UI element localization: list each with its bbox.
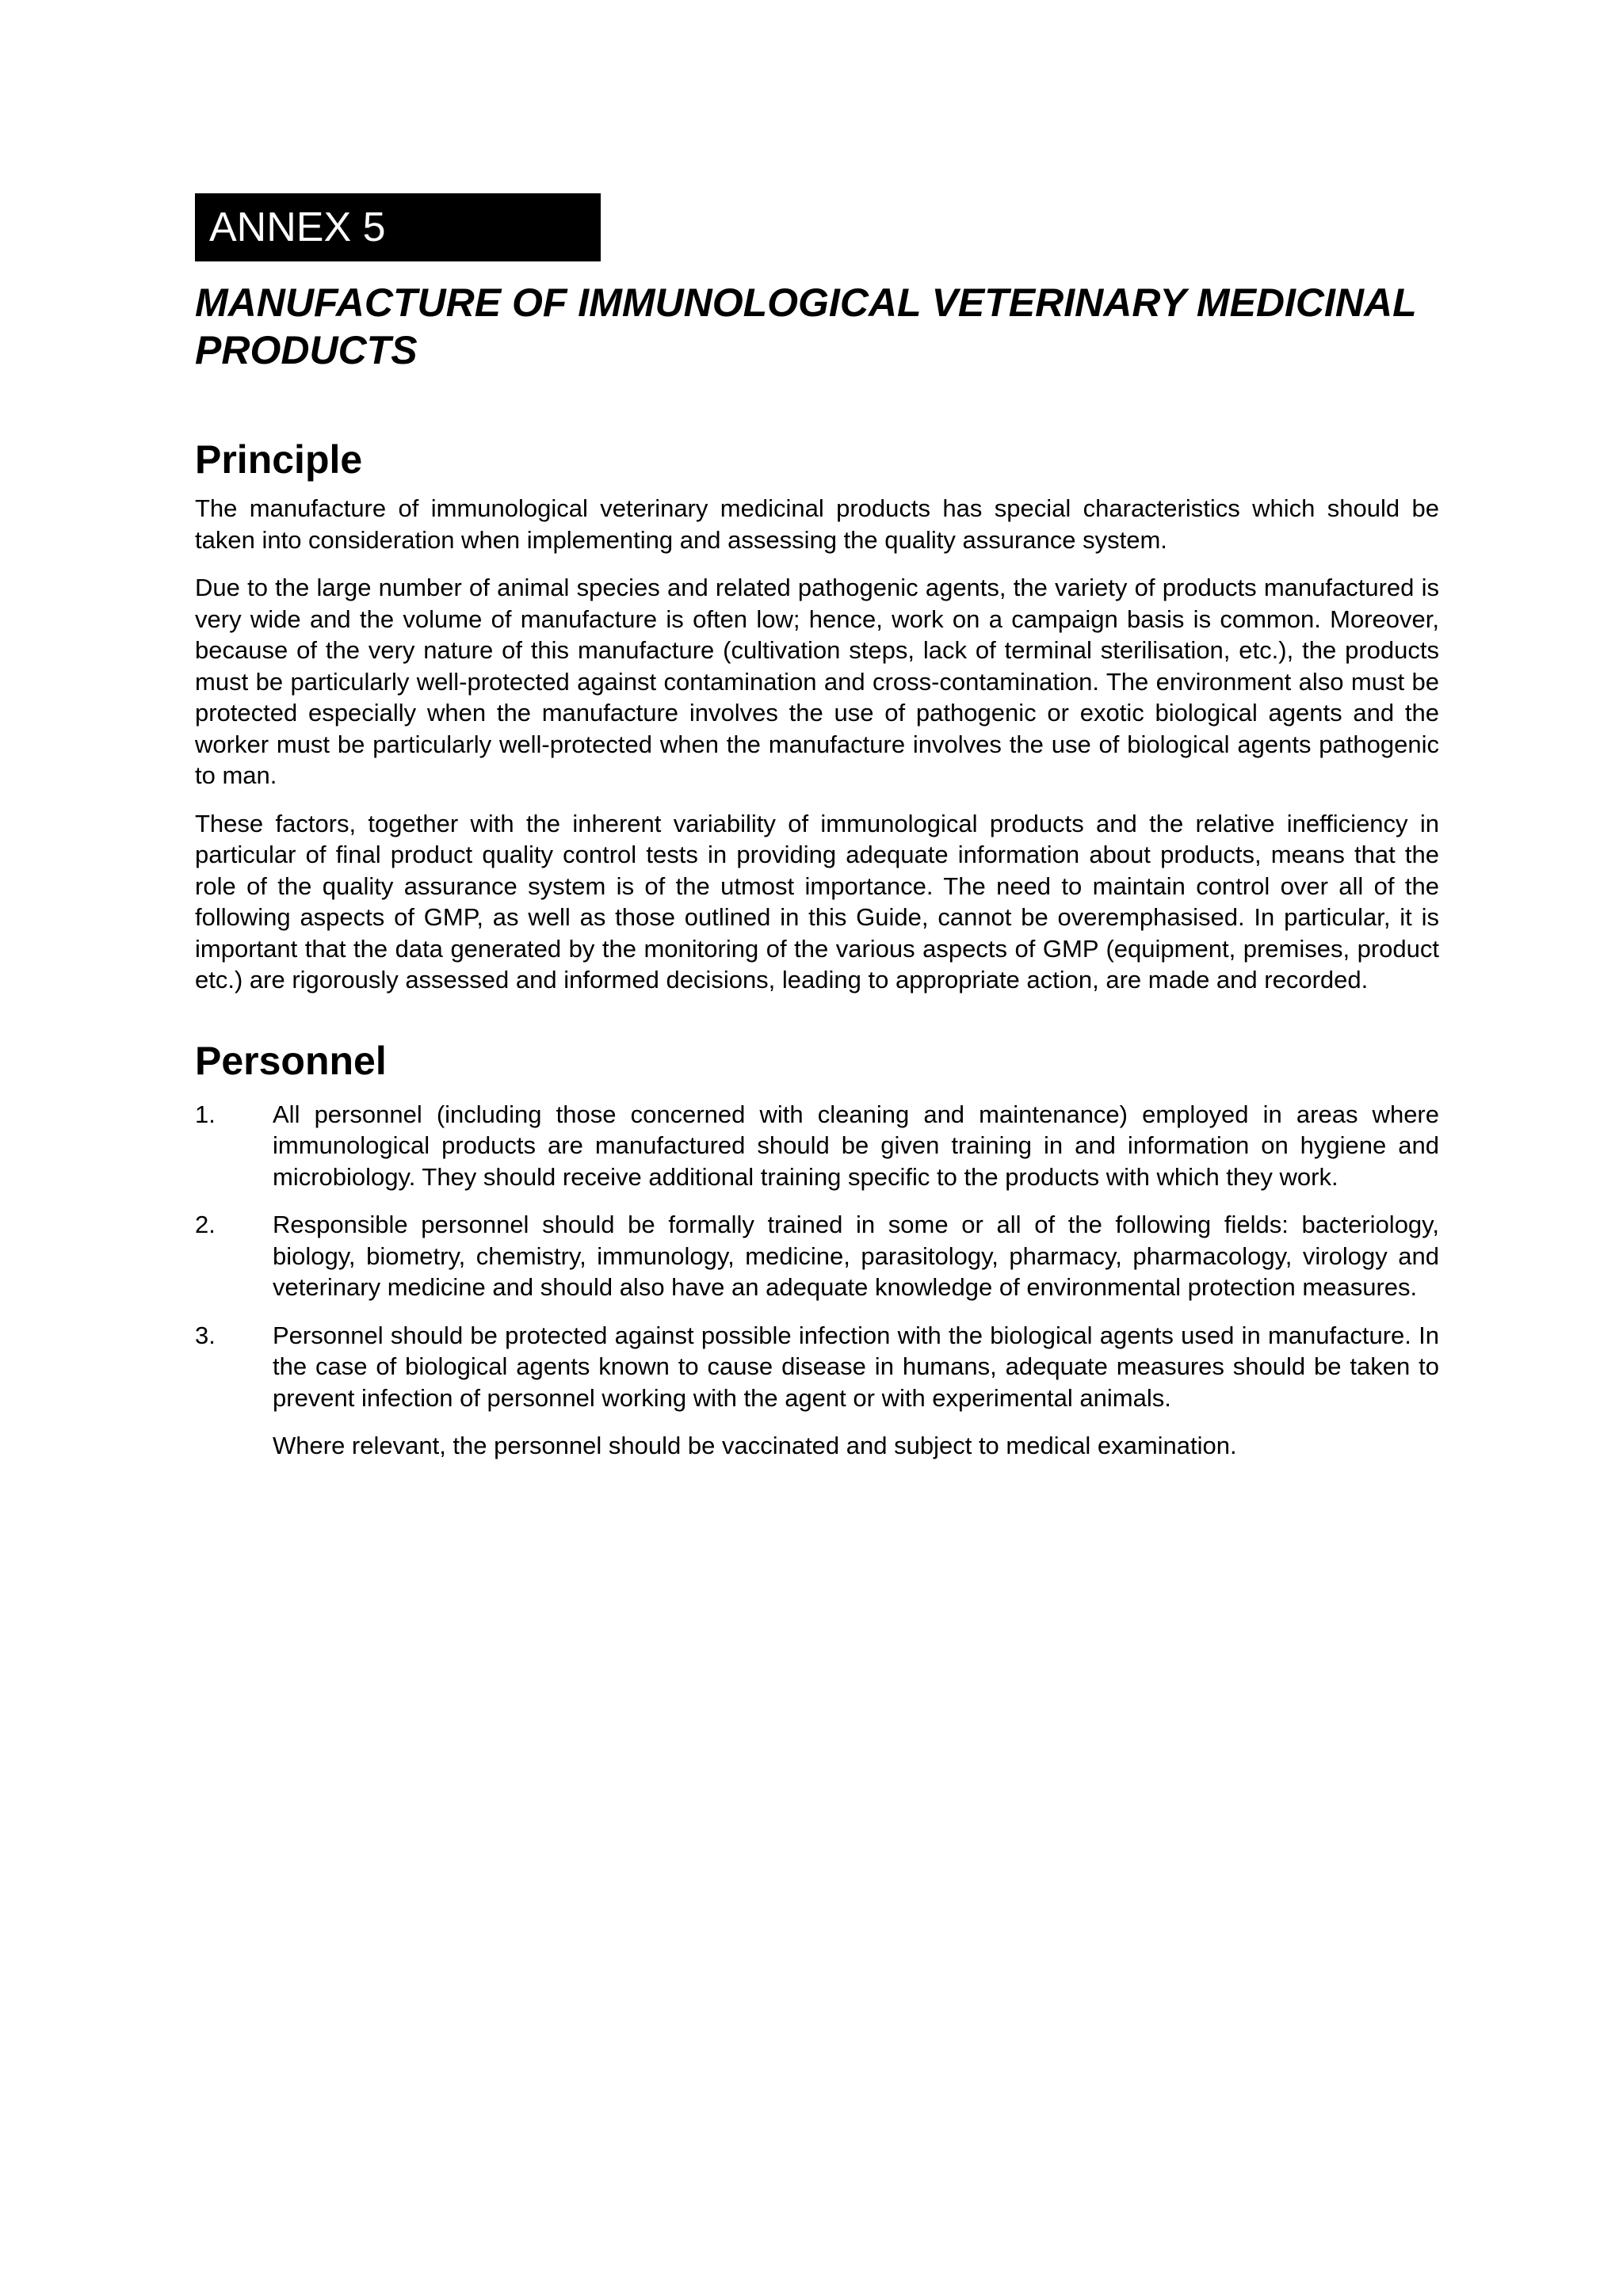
list-item	[195, 1209, 1439, 1303]
principle-paragraph-2: Due to the large number of animal species and related pathogenic agents, the variety of products manufactured is very wide and the volume of manufacture is often low; hence, work on a campaign basis is common. Moreover, because of the very nature of this manufacture (cultivation steps, lack of terminal sterilisation, etc.), the products must be particularly well-protected against contamination and cross-contamination. The environment also must be protected especially when the manufacture involves the use of pathogenic or exotic biological agents and the worker must be particularly well-protected when the manufacture involves the use of biological agents pathogenic to man.	[195, 574, 1439, 789]
list-item	[195, 1320, 1439, 1462]
principle-paragraph-1: The manufacture of immunological veterinary medicinal products has special characteristics which should be taken into consideration when implementing and assessing the quality assurance system.	[195, 494, 1439, 554]
item-text: Personnel should be protected against possible infection with the biological agents used in manufacture. In the case of biological agents known to cause disease in humans, adequate measures should be taken to prevent infection of personnel working with the agent or with experimental animals.	[273, 1321, 1439, 1412]
principle-heading: Principle	[195, 437, 363, 482]
annex-label: ANNEX 5	[195, 193, 601, 261]
list-item	[195, 1099, 1439, 1193]
personnel-list	[195, 1099, 1439, 1462]
item-text: Responsible personnel should be formally trained in some or all of the following fields: bacteriology, biology, biometry, chemistry, immunology, medicine, parasitology, pharmacy, pharmacology, virology and veterinary medicine and should also have an adequate knowledge of environmental protection measures.	[273, 1211, 1439, 1301]
item-body	[273, 1099, 1439, 1193]
document-page	[195, 193, 1439, 1478]
item-number: 1.	[195, 1100, 216, 1128]
item-number: 3.	[195, 1321, 216, 1349]
item-body	[273, 1320, 1439, 1462]
item-number: 2.	[195, 1211, 216, 1238]
item-body	[273, 1209, 1439, 1303]
document-title: MANUFACTURE OF IMMUNOLOGICAL VETERINARY MEDICINAL PRODUCTS	[195, 280, 1416, 372]
item-text: All personnel (including those concerned with cleaning and maintenance) employed in areas where immunological products are manufactured should be given training in and information on hygiene and microbiology. They should receive additional training specific to the products with which they work.	[273, 1100, 1439, 1191]
personnel-heading: Personnel	[195, 1038, 387, 1083]
item-note: Where relevant, the personnel should be vaccinated and subject to medical examination.	[273, 1432, 1237, 1459]
principle-paragraph-3: These factors, together with the inherent variability of immunological products and the relative inefficiency in particular of final product quality control tests in providing adequate information about products, means that the role of the quality assurance system is of the utmost importance. The need to maintain control over all of the following aspects of GMP, as well as those outlined in this Guide, cannot be overemphasised. In particular, it is important that the data generated by the monitoring of the various aspects of GMP (equipment, premises, product etc.) are rigorously assessed and informed decisions, leading to appropriate action, are made and recorded.	[195, 809, 1439, 994]
